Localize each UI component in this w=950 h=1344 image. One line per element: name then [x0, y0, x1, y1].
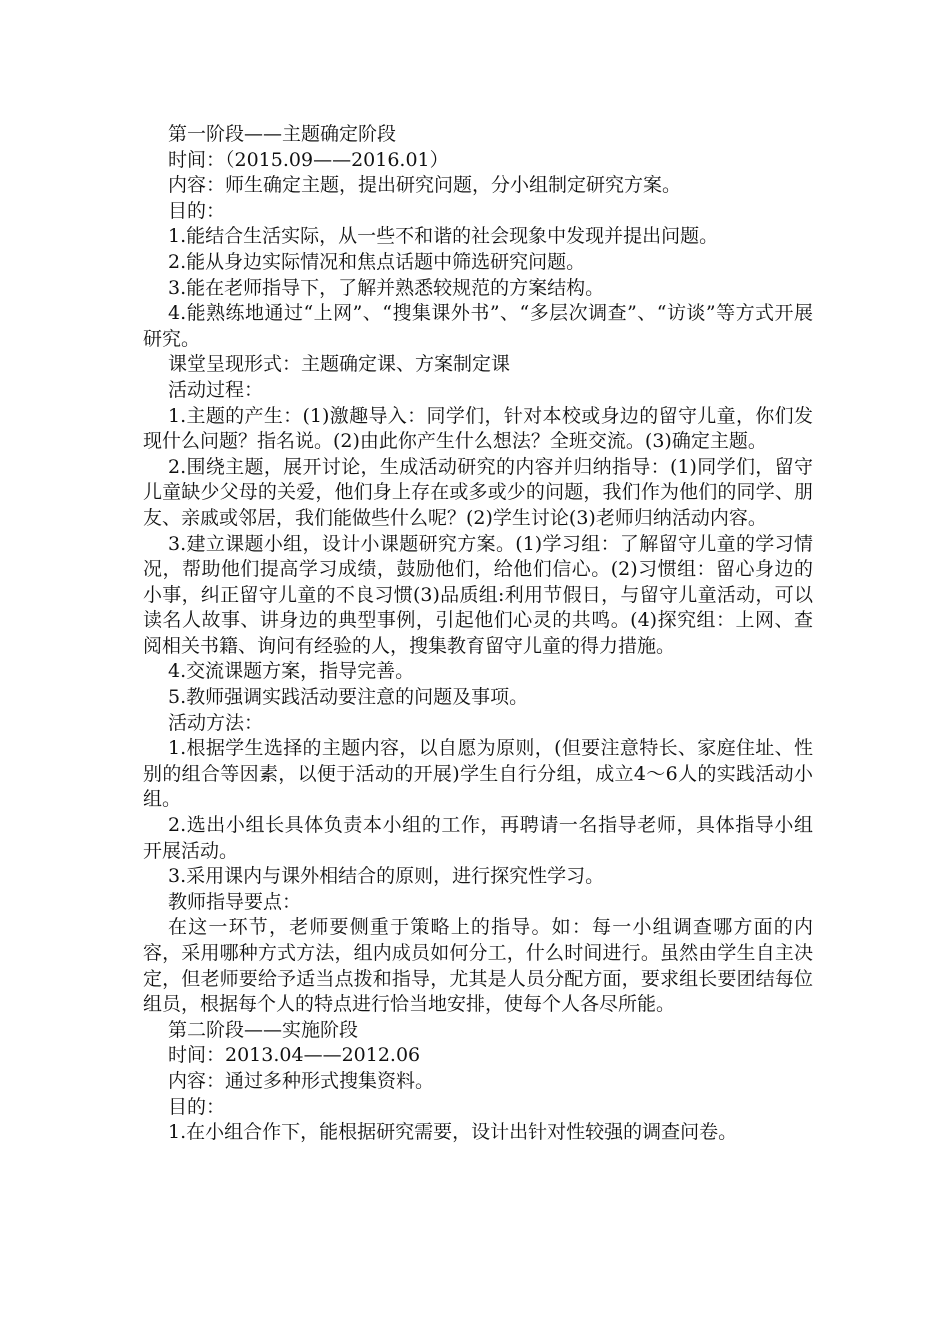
goal-item-1: 1.能结合生活实际，从一些不和谐的社会现象中发现并提出问题。: [168, 225, 719, 248]
activity-method-label: 活动方法：: [168, 711, 264, 734]
method-item-1: 1.根据学生选择的主题内容，以自愿为原则，(但要注意特长、家庭住址、性别的组合等因素，以便于活动的开展)学生自行分组，成立4～6人的实践活动小组。: [143, 737, 813, 811]
process-item-4: 4.交流课题方案，指导完善。: [168, 660, 415, 683]
stage-one-content: 内容：师生确定主题，提出研究问题，分小组制定研究方案。: [168, 174, 682, 197]
stage-two-time: 时间：2013.04——2012.06: [168, 1044, 421, 1067]
goal-item-2: 2.能从身边实际情况和焦点话题中筛选研究问题。: [168, 250, 586, 273]
class-format: 课堂呈现形式：主题确定课、方案制定课: [168, 353, 511, 376]
method-item-2: 2.选出小组长具体负责本小组的工作，再聘请一名指导老师，具体指导小组开展活动。: [143, 814, 813, 862]
process-item-3: 3.建立课题小组，设计小课题研究方案。(1)学习组：了解留守儿童的学习情况，帮助他们提高学习成绩，鼓励他们，给他们信心。(2)习惯组：留心身边的小事，纠正留守儿童的不良习惯(3)品质组:利用节假日，与留守儿童活动，可以读名人故事、讲身边的典型事例，引起他们心灵的共鸣。(4)探究组：上网、查阅相关书籍、询问有经验的人，搜集教育留守儿童的得力措施。: [143, 532, 813, 657]
stage-one-time: 时间：（2015.09——2016.01）: [168, 148, 449, 171]
goal-item-3: 3.能在老师指导下，了解并熟悉较规范的方案结构。: [168, 276, 605, 299]
stage-two-goal-item-1: 1.在小组合作下，能根据研究需要，设计出针对性较强的调查问卷。: [168, 1121, 738, 1144]
document-page: [143, 122, 813, 1146]
teacher-guidance-text: 在这一环节，老师要侧重于策略上的指导。如：每一小组调查哪方面的内容，采用哪种方式方法，组内成员如何分工，什么时间进行。虽然由学生自主决定，但老师要给予适当点拨和指导，尤其是人员分配方面，要求组长要团结每位组员，根据每个人的特点进行恰当地安排，使每个人各尽所能。: [143, 916, 813, 1016]
stage-two-content: 内容：通过多种形式搜集资料。: [168, 1069, 435, 1092]
goal-item-4: 4.能熟练地通过“上网”、“搜集课外书”、“多层次调查”、“访谈”等方式开展研究。: [143, 302, 813, 350]
stage-one-heading: 第一阶段——主题确定阶段: [168, 123, 397, 145]
teacher-guidance-label: 教师指导要点：: [168, 890, 302, 913]
activity-process-label: 活动过程：: [168, 378, 264, 401]
stage-two-goals-label: 目的：: [168, 1095, 226, 1118]
process-item-2: 2.围绕主题，展开讨论，生成活动研究的内容并归纳指导：(1)同学们，留守儿童缺少父母的关爱，他们身上存在或多或少的问题，我们作为他们的同学、朋友、亲戚或邻居，我们能做些什么呢？(2)学生讨论(3)老师归纳活动内容。: [143, 455, 813, 529]
stage-two-heading: 第二阶段——实施阶段: [168, 1018, 359, 1041]
process-item-5: 5.教师强调实践活动要注意的问题及事项。: [168, 686, 529, 709]
method-item-3: 3.采用课内与课外相结合的原则，进行探究性学习。: [168, 865, 605, 888]
stage-one-goals-label: 目的：: [168, 199, 226, 222]
process-item-1: 1.主题的产生：(1)激趣导入：同学们，针对本校或身边的留守儿童，你们发现什么问题？指名说。(2)由此你产生什么想法？全班交流。(3)确定主题。: [143, 404, 813, 453]
